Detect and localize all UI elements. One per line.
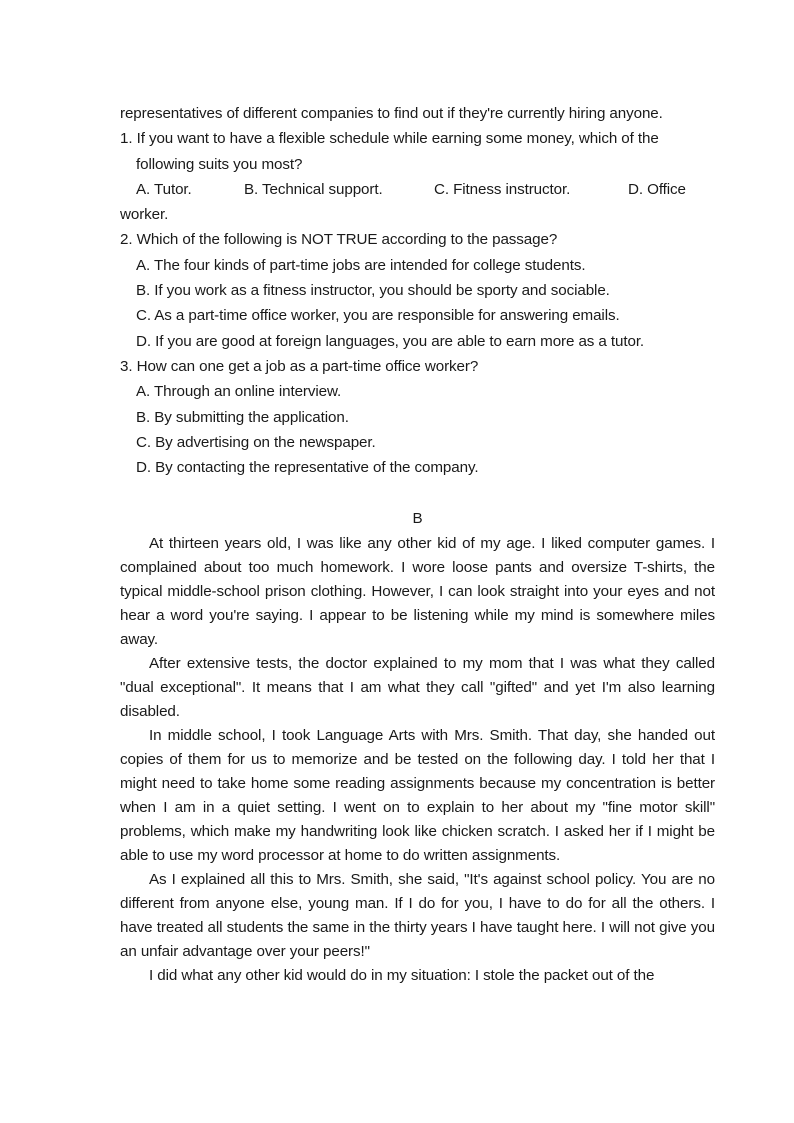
- question-3-stem: 3. How can one get a job as a part-time office worker?: [120, 357, 479, 375]
- question-1-options: [120, 177, 715, 202]
- question-1-option-c: C. Fitness instructor.: [434, 180, 571, 198]
- passage-b-paragraph-2: After extensive tests, the doctor explained to my mom that I was what they called "dual exceptional". It means that I am what they call "gifted" and yet I'm also learning disabled.: [120, 655, 715, 721]
- question-2: [120, 227, 715, 353]
- question-3-option-a: A. Through an online interview.: [136, 383, 342, 401]
- question-2-option-b: B. If you work as a fitness instructor, you should be sporty and sociable.: [136, 282, 610, 300]
- question-3-option-d: D. By contacting the representative of the company.: [136, 459, 479, 477]
- question-1-stem: 1. If you want to have a flexible schedule while earning some money, which of the: [120, 130, 659, 148]
- question-1-stem-cont: following suits you most?: [136, 155, 303, 173]
- question-2-option-c: C. As a part-time office worker, you are responsible for answering emails.: [136, 307, 620, 325]
- question-1-option-a: A. Tutor.: [136, 180, 192, 198]
- passage-b-paragraph-5: I did what any other kid would do in my situation: I stole the packet out of the: [149, 967, 655, 985]
- passage-b-paragraph-4: As I explained all this to Mrs. Smith, she said, "It's against school policy. You are no different from anyone else, young man. If I do for you, I have to do for all the others. I have treated all students the same in the thirty years I have taught here. I will not give you an unfair advantage over your peers!": [120, 871, 715, 961]
- question-3-option-b: B. By submitting the application.: [136, 408, 349, 426]
- question-1-option-b: B. Technical support.: [244, 180, 383, 198]
- question-2-option-a: A. The four kinds of part-time jobs are intended for college students.: [136, 256, 586, 274]
- section-b-heading: B: [412, 510, 423, 528]
- passage-b-paragraph-1: At thirteen years old, I was like any other kid of my age. I liked computer games. I complained about too much homework. I wore loose pants and oversize T-shirts, the typical middle-school prison clothing. However, I can look straight into your eyes and not hear a word you're saying. I appear to be listening while my mind is somewhere miles away.: [120, 535, 715, 649]
- question-2-stem: 2. Which of the following is NOT TRUE according to the passage?: [120, 231, 558, 249]
- question-2-option-d: D. If you are good at foreign languages, you are able to earn more as a tutor.: [136, 332, 645, 350]
- passage-a-tail: representatives of different companies to find out if they're currently hiring anyone.: [120, 105, 663, 122]
- question-3: [120, 354, 715, 480]
- passage-b: [120, 532, 715, 988]
- passage-b-paragraph-3: In middle school, I took Language Arts with Mrs. Smith. That day, she handed out copies of them for us to memorize and be tested on the following day. I told her that I might need to take home some reading assignments because my concentration is better when I am in a quiet setting. I went on to explain to her about my "fine motor skill" problems, which make my handwriting look like chicken scratch. I asked her if I might be able to use my word processor at home to do written assignments.: [120, 727, 715, 865]
- question-1-option-d-wrap: worker.: [120, 206, 169, 224]
- question-1-option-d: D. Office: [628, 180, 686, 198]
- question-3-option-c: C. By advertising on the newspaper.: [136, 433, 376, 451]
- question-1: [120, 126, 715, 227]
- document-content: [120, 101, 715, 988]
